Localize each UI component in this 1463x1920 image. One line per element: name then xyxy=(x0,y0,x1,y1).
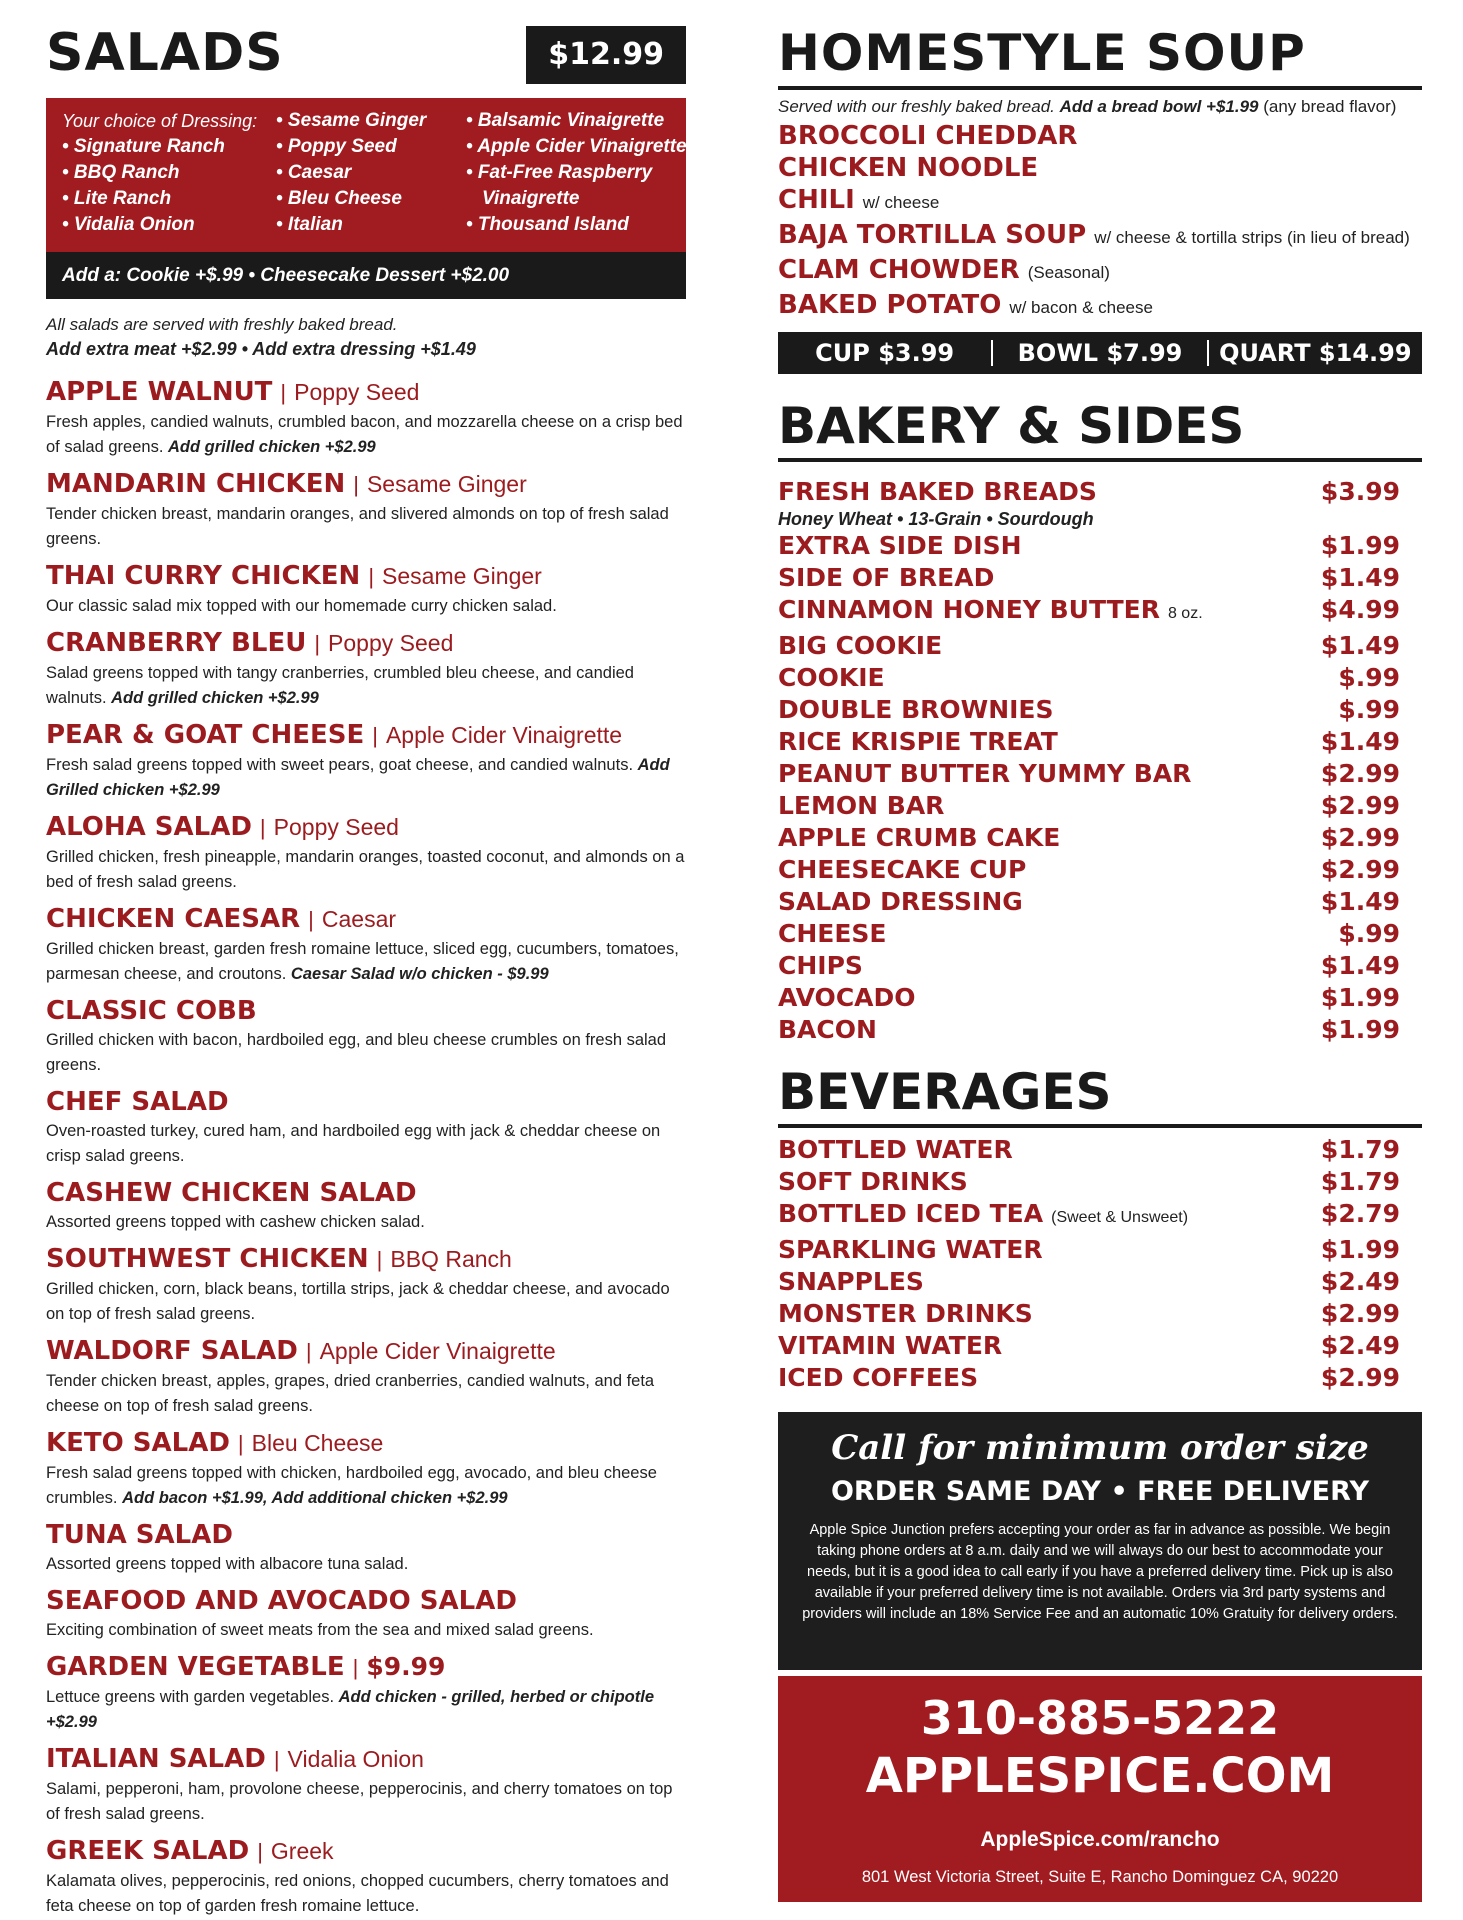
salad-description xyxy=(46,1869,686,1919)
salad-desc-text: Grilled chicken, corn, black beans, tortilla strips, jack & cheddar cheese, and avocado on top of fresh salad greens. xyxy=(46,1280,670,1323)
menu-row xyxy=(778,1134,1400,1166)
soup-item xyxy=(778,120,1422,152)
item-price: $1.79 xyxy=(1320,1135,1400,1164)
item-name-wrap xyxy=(778,982,916,1014)
salad-name: CASHEW CHICKEN SALAD xyxy=(46,1178,417,1208)
salad-list xyxy=(46,375,686,1919)
dressing-item: • Bleu Cheese xyxy=(276,188,402,209)
salad-dressing: Poppy Seed xyxy=(294,379,420,405)
salad-name-line xyxy=(46,1518,686,1552)
salad-dressing: Greek xyxy=(270,1838,334,1864)
salad-desc-text: Grilled chicken, fresh pineapple, mandarin oranges, toasted coconut, and almonds on a bed of fresh salad greens. xyxy=(46,848,685,891)
item-name: PEANUT BUTTER YUMMY BAR xyxy=(778,759,1192,788)
salad-item xyxy=(46,1742,686,1827)
item-name: CHIPS xyxy=(778,951,863,980)
salad-item xyxy=(46,467,686,552)
item-name-wrap xyxy=(778,886,1023,918)
size-cup: CUP $3.99 xyxy=(815,339,955,367)
salad-name-line xyxy=(46,1242,686,1277)
item-name-wrap xyxy=(778,822,1060,854)
menu-row xyxy=(778,982,1400,1014)
item-price: $1.79 xyxy=(1320,1167,1400,1196)
salad-desc-text: Oven-roasted turkey, cured ham, and hardboiled egg with jack & cheddar cheese on crisp salad greens. xyxy=(46,1122,661,1165)
salad-name-line xyxy=(46,1085,686,1119)
salad-dressing: Caesar xyxy=(321,906,397,932)
salad-name: WALDORF SALAD xyxy=(46,1336,298,1366)
item-price: $1.49 xyxy=(1320,631,1400,660)
salad-name-line xyxy=(46,626,686,661)
item-price: $1.99 xyxy=(1320,1235,1400,1264)
soup-list xyxy=(778,120,1422,324)
salad-description xyxy=(46,1461,686,1511)
separator: | xyxy=(259,815,266,840)
dressing-col-2 xyxy=(276,108,426,238)
salad-desc-text: Grilled chicken with bacon, hardboiled egg, and bleu cheese crumbles on fresh salad greens. xyxy=(46,1031,667,1074)
salad-name-line xyxy=(46,375,686,410)
item-name: BIG COOKIE xyxy=(778,631,943,660)
item-name-wrap xyxy=(778,950,863,982)
order-info-box xyxy=(778,1412,1422,1670)
soup-name: BROCCOLI CHEDDAR xyxy=(778,121,1078,151)
addon-bar: Add a: Cookie +$.99 • Cheesecake Dessert +$2.00 xyxy=(46,252,686,299)
salad-description xyxy=(46,594,686,619)
salad-dressing: Sesame Ginger xyxy=(366,471,527,497)
salad-name: ALOHA SALAD xyxy=(46,812,252,842)
item-price: $2.99 xyxy=(1320,791,1400,820)
salad-name: CHEF SALAD xyxy=(46,1087,229,1117)
divider xyxy=(778,86,1422,90)
menu-row xyxy=(778,918,1400,950)
salad-name-line xyxy=(46,1584,686,1618)
salad-dressing: Poppy Seed xyxy=(273,814,399,840)
salad-desc-text: Tender chicken breast, apples, grapes, dried cranberries, candied walnuts, and feta cheese on top of fresh salad greens. xyxy=(46,1372,655,1415)
item-price: $2.99 xyxy=(1320,1299,1400,1328)
item-name-wrap xyxy=(778,790,944,822)
separator: | xyxy=(376,1247,383,1272)
item-price: $2.99 xyxy=(1320,1363,1400,1392)
menu-row xyxy=(778,1198,1400,1234)
item-name: SNAPPLES xyxy=(778,1267,924,1296)
dressing-item: • Poppy Seed xyxy=(276,136,397,157)
salad-description xyxy=(46,1685,686,1735)
salad-item xyxy=(46,810,686,895)
size-quart: QUART $14.99 xyxy=(1219,339,1412,367)
item-price: $1.49 xyxy=(1320,951,1400,980)
salad-name: CRANBERRY BLEU xyxy=(46,628,307,658)
salad-name: GARDEN VEGETABLE xyxy=(46,1652,345,1682)
salad-item xyxy=(46,902,686,987)
menu-row xyxy=(778,1266,1400,1298)
salad-dressing: Vidalia Onion xyxy=(287,1746,424,1772)
item-name-wrap xyxy=(778,694,1054,726)
item-note: (Sweet & Unsweet) xyxy=(1051,1209,1189,1226)
item-name-wrap xyxy=(778,476,1097,508)
dressing-col-3 xyxy=(466,108,687,238)
salad-name-line xyxy=(46,1334,686,1369)
item-name: BOTTLED WATER xyxy=(778,1135,1013,1164)
beverages-list xyxy=(778,1134,1422,1394)
soup-item xyxy=(778,254,1422,289)
salad-extra: Caesar Salad w/o chicken - $9.99 xyxy=(290,965,549,983)
menu-row xyxy=(778,662,1400,694)
salad-item xyxy=(46,375,686,460)
salad-item xyxy=(46,1518,686,1577)
soup-served-note xyxy=(778,94,1422,120)
item-name-wrap xyxy=(778,1198,1188,1234)
salad-description xyxy=(46,1369,686,1419)
soup-note: w/ cheese xyxy=(862,193,940,212)
salad-description xyxy=(46,1277,686,1327)
menu-row xyxy=(778,1166,1400,1198)
item-name: RICE KRISPIE TREAT xyxy=(778,727,1058,756)
salads-header xyxy=(46,22,686,84)
item-price: $1.99 xyxy=(1320,983,1400,1012)
item-name: SIDE OF BREAD xyxy=(778,563,995,592)
salad-dressing: Sesame Ginger xyxy=(382,563,542,589)
salad-description xyxy=(46,502,686,552)
address: 801 West Victoria Street, Suite E, Rancho Dominguez CA, 90220 xyxy=(861,1868,1339,1886)
dressing-item: • Signature Ranch xyxy=(62,136,225,157)
salad-name: APPLE WALNUT xyxy=(46,377,273,407)
salad-name: GREEK SALAD xyxy=(46,1836,250,1866)
salad-description xyxy=(46,661,686,711)
salad-description xyxy=(46,1028,686,1078)
salad-description xyxy=(46,1618,686,1643)
salad-description xyxy=(46,1119,686,1169)
salad-name-line xyxy=(46,1650,686,1685)
salad-name-line xyxy=(46,994,686,1028)
separator: | xyxy=(308,907,314,932)
salad-desc-text: Tender chicken breast, mandarin oranges, and slivered almonds on top of fresh salad greens. xyxy=(46,505,669,548)
salad-name-line xyxy=(46,810,686,845)
item-name: FRESH BAKED BREADS xyxy=(778,477,1097,506)
item-name: EXTRA SIDE DISH xyxy=(778,531,1022,560)
extras-line: Add extra meat +$2.99 • Add extra dressing +$1.49 xyxy=(46,339,476,359)
salad-dressing: BBQ Ranch xyxy=(390,1246,512,1272)
salad-description xyxy=(46,845,686,895)
separator: | xyxy=(314,631,321,656)
item-name-wrap xyxy=(778,1166,968,1198)
dressing-item: Vinaigrette xyxy=(482,188,580,209)
dressing-item: • Sesame Ginger xyxy=(276,110,427,131)
dressing-item: • Caesar xyxy=(276,162,352,183)
menu-row xyxy=(778,1014,1400,1046)
item-price: $1.49 xyxy=(1320,727,1400,756)
minimum-order-heading: Call for minimum order size xyxy=(831,1428,1369,1468)
item-name-wrap xyxy=(778,562,994,594)
dressing-box xyxy=(46,98,686,252)
item-price: $3.99 xyxy=(1320,477,1400,506)
phone-number[interactable]: 310-885-5222 xyxy=(920,1691,1280,1745)
salad-name-line xyxy=(46,902,686,937)
dressing-item: • Thousand Island xyxy=(466,214,629,235)
salad-item xyxy=(46,559,686,619)
soup-note: w/ bacon & cheese xyxy=(1009,298,1153,317)
salad-desc-text: Assorted greens topped with cashew chicken salad. xyxy=(46,1213,425,1231)
item-price: $.99 xyxy=(1338,663,1400,692)
item-name-wrap xyxy=(778,594,1203,630)
dressing-item: • Apple Cider Vinaigrette xyxy=(466,136,687,157)
soup-served-b: Add a bread bowl +$1.99 xyxy=(1059,97,1259,116)
item-name-wrap xyxy=(778,854,1026,886)
item-name-wrap xyxy=(778,1266,924,1298)
order-policy-text: Apple Spice Junction prefers accepting your order as far in advance as possible. We begin taking phone orders at 8 a.m. daily and we will always do our best to accommodate your needs, but it is a good idea to call early if you have a preferred delivery time. Pick up is also available if your preferred delivery time is not available. Orders via 3rd party systems and providers will include an 18% Service Fee and an automatic 10% Gratuity for delivery orders. xyxy=(802,1522,1398,1622)
served-note xyxy=(46,313,686,361)
salad-name: ITALIAN SALAD xyxy=(46,1744,266,1774)
soup-served-a: Served with our freshly baked bread. xyxy=(778,97,1055,116)
bakery-title: BAKERY & SIDES xyxy=(778,397,1245,455)
salad-desc-text: Fresh salad greens topped with chicken, hardboiled egg, avocado, and bleu cheese crumbles. xyxy=(46,1464,657,1507)
salad-name: THAI CURRY CHICKEN xyxy=(46,561,361,591)
item-name: APPLE CRUMB CAKE xyxy=(778,823,1061,852)
menu-row xyxy=(778,790,1400,822)
salad-item xyxy=(46,718,686,803)
salad-name: TUNA SALAD xyxy=(46,1520,233,1550)
menu-row xyxy=(778,1234,1400,1266)
salad-desc-text: Salad greens topped with tangy cranberries, crumbled bleu cheese, and candied walnuts. xyxy=(46,664,634,707)
dressing-item: • Vidalia Onion xyxy=(62,214,195,235)
separator: | xyxy=(372,723,378,748)
menu-row xyxy=(778,1298,1400,1330)
salad-extra: Add grilled chicken +$2.99 xyxy=(168,438,376,456)
menu-row xyxy=(778,1362,1400,1394)
item-name: CINNAMON HONEY BUTTER xyxy=(778,595,1160,624)
item-name-wrap xyxy=(778,1234,1043,1266)
item-name: SALAD DRESSING xyxy=(778,887,1023,916)
soup-note: w/ cheese & tortilla strips (in lieu of bread) xyxy=(1094,228,1410,247)
item-name: MONSTER DRINKS xyxy=(778,1299,1033,1328)
item-name-wrap xyxy=(778,1134,1013,1166)
item-name: CHEESE xyxy=(778,919,887,948)
dressing-item: • Fat-Free Raspberry xyxy=(466,162,653,183)
salad-item xyxy=(46,1426,686,1511)
dressing-item: • Lite Ranch xyxy=(62,188,172,209)
salad-desc-text: Grilled chicken breast, garden fresh romaine lettuce, sliced egg, cucumbers, tomatoes, parmesan cheese, and croutons. xyxy=(46,940,679,983)
salad-name-line xyxy=(46,1176,686,1210)
menu-row xyxy=(778,1330,1400,1362)
soup-item xyxy=(778,219,1422,254)
salad-name-line xyxy=(46,718,686,753)
item-name-wrap xyxy=(778,1330,1002,1362)
item-price: $2.49 xyxy=(1320,1331,1400,1360)
item-name: SPARKLING WATER xyxy=(778,1235,1043,1264)
menu-row xyxy=(778,630,1400,662)
salad-dressing: Apple Cider Vinaigrette xyxy=(319,1338,556,1364)
menu-row xyxy=(778,694,1400,726)
item-name: CHEESECAKE CUP xyxy=(778,855,1027,884)
dressing-col-1 xyxy=(62,108,257,238)
item-name-wrap xyxy=(778,1298,1033,1330)
salad-description xyxy=(46,1210,686,1235)
separator: | xyxy=(237,1431,244,1456)
item-name: BOTTLED ICED TEA xyxy=(778,1199,1044,1228)
item-price: $1.49 xyxy=(1320,887,1400,916)
item-name-wrap xyxy=(778,662,885,694)
menu-row xyxy=(778,758,1400,790)
salad-item xyxy=(46,1242,686,1327)
item-name: BACON xyxy=(778,1015,877,1044)
dressing-item: • Italian xyxy=(276,214,343,235)
salad-item xyxy=(46,1176,686,1235)
separator: | xyxy=(305,1339,312,1364)
beverages-title: BEVERAGES xyxy=(778,1063,1112,1121)
salad-dressing: $9.99 xyxy=(366,1652,446,1681)
soup-item xyxy=(778,152,1422,184)
separator: | xyxy=(368,564,375,589)
separator: | xyxy=(273,1747,280,1772)
salad-description xyxy=(46,410,686,460)
salad-extra: Add chicken - grilled, herbed or chipotle +$2.99 xyxy=(46,1688,655,1731)
website-url[interactable]: AppleSpice.com/rancho xyxy=(980,1828,1220,1851)
item-name-wrap xyxy=(778,1014,877,1046)
salad-name: CHICKEN CAESAR xyxy=(46,904,301,934)
item-price: $1.49 xyxy=(1320,563,1400,592)
item-name-wrap xyxy=(778,918,887,950)
salad-desc-text: Fresh salad greens topped with sweet pears, goat cheese, and candied walnuts. xyxy=(46,756,634,774)
soup-note: (Seasonal) xyxy=(1027,263,1110,282)
salad-item xyxy=(46,1834,686,1919)
item-price: $2.99 xyxy=(1320,759,1400,788)
salad-name: MANDARIN CHICKEN xyxy=(46,469,346,499)
size-bowl: BOWL $7.99 xyxy=(1017,339,1183,367)
menu-row xyxy=(778,886,1400,918)
soup-title: HOMESTYLE SOUP xyxy=(778,24,1306,82)
salad-name: KETO SALAD xyxy=(46,1428,230,1458)
salad-desc-text: Kalamata olives, pepperocinis, red onions, chopped cucumbers, cherry tomatoes and feta cheese on top of garden fresh romaine lettuce. xyxy=(46,1872,669,1915)
salad-description xyxy=(46,753,686,803)
item-price: $2.49 xyxy=(1320,1267,1400,1296)
salad-name: CLASSIC COBB xyxy=(46,996,257,1026)
soup-name: CHICKEN NOODLE xyxy=(778,153,1039,183)
served-line: All salads are served with freshly baked bread. xyxy=(46,315,398,334)
menu-row xyxy=(778,950,1400,982)
salad-name-line xyxy=(46,1834,686,1869)
salad-extra: Add bacon +$1.99, Add additional chicken +$2.99 xyxy=(122,1489,508,1507)
divider xyxy=(778,458,1422,462)
salads-price: $12.99 xyxy=(526,26,686,84)
menu-row xyxy=(778,822,1400,854)
item-price: $.99 xyxy=(1338,695,1400,724)
soup-item xyxy=(778,289,1422,324)
soup-name: CLAM CHOWDER xyxy=(778,255,1020,285)
dressing-item: • BBQ Ranch xyxy=(62,162,180,183)
salad-desc-text: Exciting combination of sweet meats from the sea and mixed salad greens. xyxy=(46,1621,594,1639)
item-price: $1.99 xyxy=(1320,531,1400,560)
salad-name: SEAFOOD AND AVOCADO SALAD xyxy=(46,1586,517,1616)
salad-item xyxy=(46,1085,686,1169)
salad-desc-text: Lettuce greens with garden vegetables. xyxy=(46,1688,335,1706)
separator: | xyxy=(280,380,287,405)
item-price: $2.99 xyxy=(1320,823,1400,852)
contact-box xyxy=(778,1676,1422,1902)
separator: | xyxy=(353,472,359,497)
menu-row xyxy=(778,476,1400,508)
soup-name: CHILI xyxy=(778,185,855,215)
salad-name: PEAR & GOAT CHEESE xyxy=(46,720,365,750)
menu-row xyxy=(778,594,1400,630)
item-note: 8 oz. xyxy=(1167,605,1203,622)
salad-item xyxy=(46,1650,686,1735)
salad-description xyxy=(46,937,686,987)
salad-name-line xyxy=(46,467,686,502)
item-name: SOFT DRINKS xyxy=(778,1167,968,1196)
soup-item xyxy=(778,184,1422,219)
salad-name-line xyxy=(46,559,686,594)
salad-name: SOUTHWEST CHICKEN xyxy=(46,1244,369,1274)
dressing-item: • Balsamic Vinaigrette xyxy=(466,110,665,131)
item-price: $.99 xyxy=(1338,919,1400,948)
salad-desc-text: Salami, pepperoni, ham, provolone cheese, pepperocinis, and cherry tomatoes on top of fresh salad greens. xyxy=(46,1780,673,1823)
item-name-wrap xyxy=(778,726,1058,758)
beverages-section xyxy=(778,1062,1422,1394)
item-price: $1.99 xyxy=(1320,1015,1400,1044)
salads-title: SALADS xyxy=(46,23,284,83)
item-name: VITAMIN WATER xyxy=(778,1331,1003,1360)
item-name: AVOCADO xyxy=(778,983,916,1012)
item-price: $2.99 xyxy=(1320,855,1400,884)
salad-name-line xyxy=(46,1742,686,1777)
item-name: DOUBLE BROWNIES xyxy=(778,695,1054,724)
dressing-label: Your choice of Dressing: xyxy=(62,111,258,131)
salad-item xyxy=(46,994,686,1078)
salad-item xyxy=(46,1584,686,1643)
salad-name-line xyxy=(46,1426,686,1461)
menu-row xyxy=(778,854,1400,886)
salad-extra: Add Grilled chicken +$2.99 xyxy=(46,756,670,799)
website-name[interactable]: APPLESPICE.COM xyxy=(865,1748,1335,1804)
item-name-wrap xyxy=(778,630,942,662)
item-name: LEMON BAR xyxy=(778,791,945,820)
item-name: COOKIE xyxy=(778,663,885,692)
soup-served-c: (any bread flavor) xyxy=(1263,97,1397,116)
soup-section xyxy=(778,22,1422,374)
same-day-delivery: ORDER SAME DAY • FREE DELIVERY xyxy=(830,1476,1369,1507)
salad-extra: Add grilled chicken +$2.99 xyxy=(111,689,319,707)
item-name-wrap xyxy=(778,758,1191,790)
bakery-list xyxy=(778,476,1422,1046)
bakery-section xyxy=(778,396,1422,1046)
item-name-wrap xyxy=(778,1362,978,1394)
salad-dressing: Apple Cider Vinaigrette xyxy=(385,722,623,748)
divider xyxy=(778,1124,1422,1128)
bread-varieties: Honey Wheat • 13-Grain • Sourdough xyxy=(778,509,1094,529)
salad-item xyxy=(46,626,686,711)
item-price: $2.79 xyxy=(1320,1199,1400,1228)
salad-desc-text: Assorted greens topped with albacore tuna salad. xyxy=(46,1555,409,1573)
salad-dressing: Bleu Cheese xyxy=(251,1430,384,1456)
menu-row xyxy=(778,562,1400,594)
menu-row xyxy=(778,726,1400,758)
soup-name: BAJA TORTILLA SOUP xyxy=(778,220,1087,250)
item-name-wrap xyxy=(778,530,1022,562)
separator: | xyxy=(352,1655,359,1680)
salad-dressing: Poppy Seed xyxy=(328,630,454,656)
item-name: ICED COFFEES xyxy=(778,1363,979,1392)
salad-item xyxy=(46,1334,686,1419)
salad-desc-text: Fresh apples, candied walnuts, crumbled bacon, and mozzarella cheese on a crisp bed of salad greens. xyxy=(46,413,683,456)
soup-name: BAKED POTATO xyxy=(778,290,1002,320)
salad-description xyxy=(46,1777,686,1827)
right-column xyxy=(778,22,1422,1394)
separator: | xyxy=(257,1839,263,1864)
item-price: $4.99 xyxy=(1320,595,1400,624)
salad-desc-text: Our classic salad mix topped with our homemade curry chicken salad. xyxy=(46,597,557,615)
menu-row xyxy=(778,530,1400,562)
salads-section xyxy=(46,22,686,1920)
soup-size-bar xyxy=(778,332,1422,374)
salad-description xyxy=(46,1552,686,1577)
